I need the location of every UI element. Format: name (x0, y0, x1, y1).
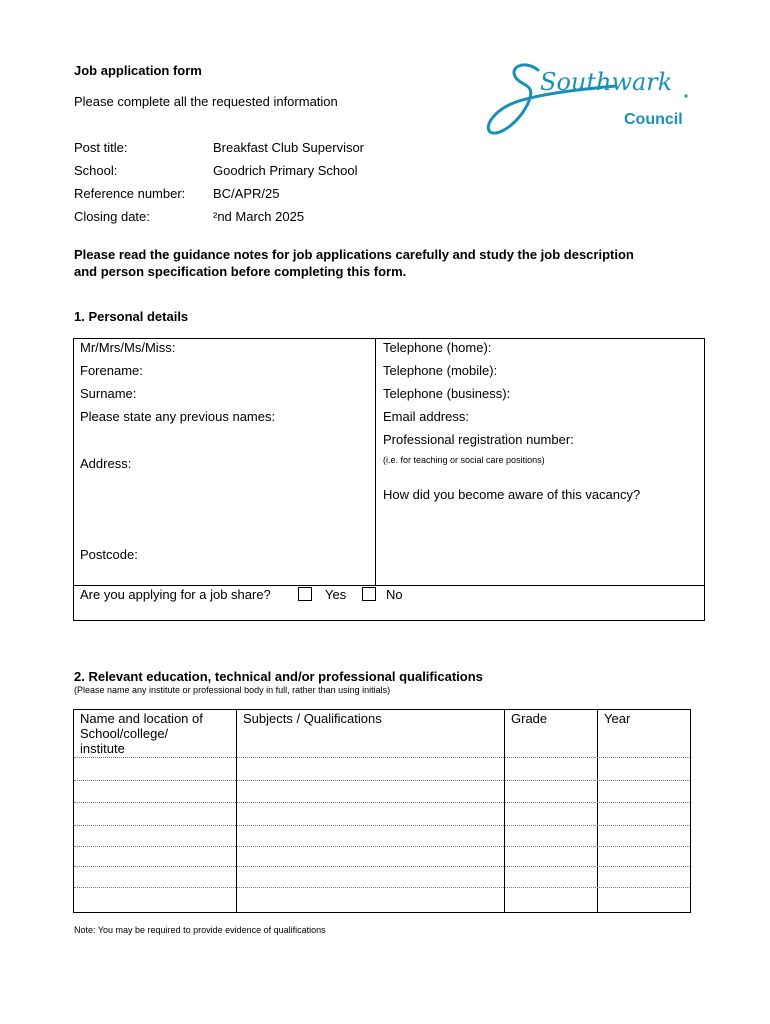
registration-number-field[interactable]: Professional registration number: (383, 432, 574, 447)
telephone-home-field[interactable]: Telephone (home): (383, 340, 492, 355)
guidance-notice (74, 246, 714, 280)
form-subtitle: Please complete all the requested information (74, 94, 338, 109)
table-row[interactable] (74, 846, 690, 847)
column-header-grade: Grade (511, 711, 548, 726)
guidance-line-2: and person specification before completing this form. (74, 264, 407, 279)
address-field[interactable]: Address: (80, 456, 132, 471)
reference-number-label: Reference number: (74, 186, 186, 201)
closing-date-value: ²nd March 2025 (213, 209, 305, 224)
guidance-line-1: Please read the guidance notes for job applications carefully and study the job description (74, 247, 634, 262)
telephone-business-field[interactable]: Telephone (business): (383, 386, 511, 401)
postcode-field[interactable]: Postcode: (80, 547, 138, 562)
column-header-institution: Name and location of School/college/ institute (80, 711, 203, 756)
previous-names-field[interactable]: Please state any previous names: (80, 409, 276, 424)
school-value: Goodrich Primary School (213, 163, 358, 178)
table-row[interactable] (74, 802, 690, 803)
table-row[interactable] (74, 757, 690, 758)
reference-number-value: BC/APR/25 (213, 186, 280, 201)
job-share-no-label: No (386, 587, 403, 602)
table-row[interactable] (74, 825, 690, 826)
email-field[interactable]: Email address: (383, 409, 469, 424)
job-share-question: Are you applying for a job share? (80, 587, 271, 602)
forename-field[interactable]: Forename: (80, 363, 143, 378)
table-row[interactable] (74, 866, 690, 867)
southwark-council-logo (486, 52, 691, 144)
personal-details-box (73, 338, 705, 621)
personal-details-heading: 1. Personal details (74, 309, 189, 324)
table-column-divider (504, 709, 505, 913)
registration-note: (i.e. for teaching or social care positions) (383, 455, 545, 465)
job-share-divider (73, 585, 705, 586)
column-header-subjects: Subjects / Qualifications (243, 711, 382, 726)
job-share-yes-label: Yes (325, 587, 347, 602)
qualifications-heading: 2. Relevant education, technical and/or professional qualifications (74, 669, 483, 684)
post-title-label: Post title: (74, 140, 128, 155)
vacancy-source-field[interactable]: How did you become aware of this vacancy? (383, 487, 641, 502)
post-title-value: Breakfast Club Supervisor (213, 140, 365, 155)
job-share-no-checkbox[interactable] (362, 587, 376, 601)
job-share-yes-checkbox[interactable] (298, 587, 312, 601)
qualifications-footnote: Note: You may be required to provide evidence of qualifications (74, 925, 326, 935)
logo-script-text: Southwark (540, 68, 673, 96)
table-row[interactable] (74, 780, 690, 781)
table-column-divider (236, 709, 237, 913)
table-row[interactable] (74, 887, 690, 888)
surname-field[interactable]: Surname: (80, 386, 137, 401)
form-title: Job application form (74, 63, 202, 78)
school-label: School: (74, 163, 118, 178)
qualifications-note: (Please name any institute or professional body in full, rather than using initials) (74, 685, 391, 695)
telephone-mobile-field[interactable]: Telephone (mobile): (383, 363, 498, 378)
title-field[interactable]: Mr/Mrs/Ms/Miss: (80, 340, 176, 355)
closing-date-label: Closing date: (74, 209, 150, 224)
logo-graphic (486, 52, 691, 144)
personal-details-divider (375, 338, 376, 586)
column-header-year: Year (604, 711, 631, 726)
table-column-divider (597, 709, 598, 913)
logo-council-text: Council (624, 111, 683, 128)
